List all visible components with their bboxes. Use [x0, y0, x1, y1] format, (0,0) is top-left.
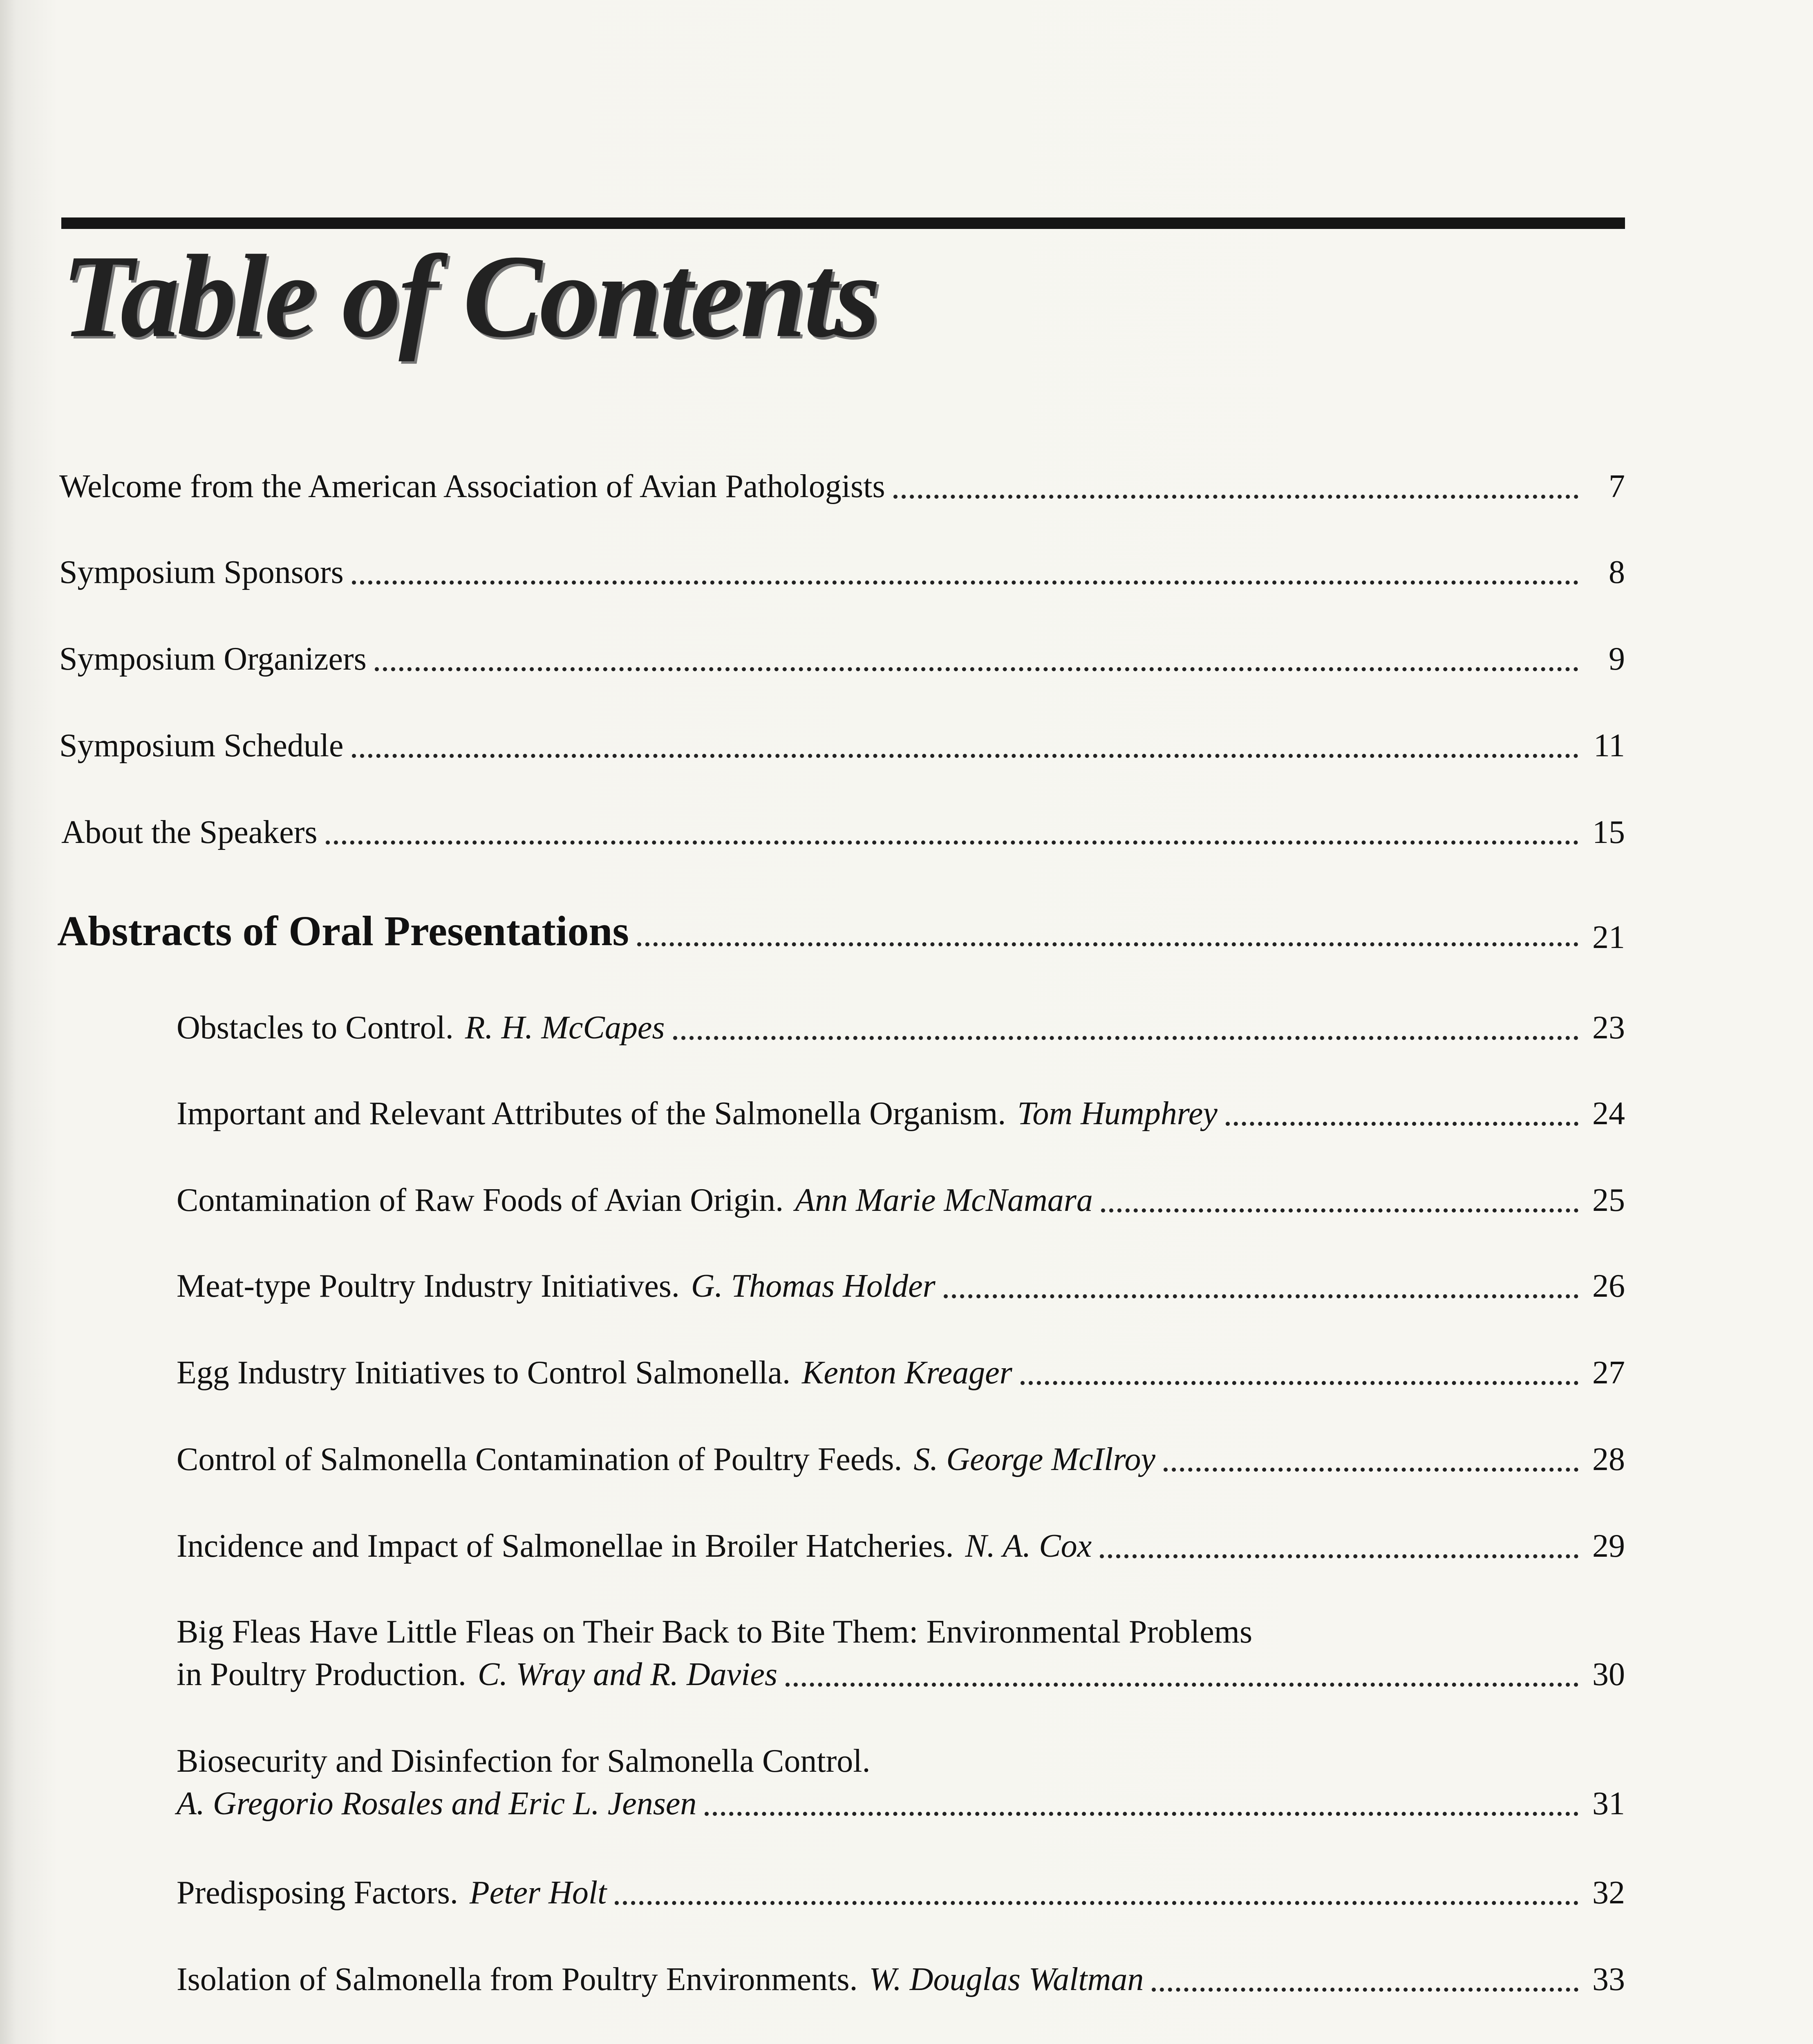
toc-entry-label: in Poultry Production.	[177, 1656, 466, 1692]
toc-page-number: 9	[1609, 641, 1625, 677]
dot-leader	[1152, 1988, 1578, 1992]
toc-entry-label: Egg Industry Initiatives to Control Salmonella.	[177, 1355, 791, 1391]
toc-page-number: 30	[1592, 1656, 1625, 1692]
toc-entry-abstract[interactable]	[177, 1438, 1625, 1481]
dot-leader	[352, 580, 1578, 585]
toc-entry-welcome[interactable]	[59, 465, 1625, 508]
dot-leader	[705, 1812, 1578, 1816]
toc-entry-abstract[interactable]	[177, 1092, 1625, 1135]
toc-page-number: 29	[1592, 1528, 1625, 1564]
toc-page-number: 26	[1592, 1268, 1625, 1304]
toc-entry-title-line: Biosecurity and Disinfection for Salmonella Control.	[177, 1743, 871, 1779]
toc-entry-author: Kenton Kreager	[802, 1355, 1012, 1391]
toc-entry-author: R. H. McCapes	[465, 1010, 665, 1046]
dot-leader	[375, 667, 1578, 671]
toc-page-number: 33	[1592, 1961, 1625, 1997]
toc-entry-label: Isolation of Salmonella from Poultry Environments.	[177, 1961, 858, 1997]
toc-entry-label: Predisposing Factors.	[177, 1875, 458, 1911]
toc-entry-abstract[interactable]	[177, 1740, 1625, 1825]
toc-section-label: Abstracts of Oral Presentations	[57, 908, 629, 955]
toc-page-number: 23	[1592, 1010, 1625, 1046]
page-title: Table of Contents	[61, 231, 878, 362]
dot-leader	[1164, 1468, 1578, 1472]
toc-entry-sponsors[interactable]	[59, 551, 1625, 594]
toc-entry-author: N. A. Cox	[965, 1528, 1092, 1564]
dot-leader	[352, 754, 1578, 758]
dot-leader	[944, 1294, 1578, 1298]
toc-entry-label: Control of Salmonella Contamination of Poultry Feeds.	[177, 1441, 902, 1477]
dot-leader	[1100, 1554, 1578, 1558]
dot-leader	[637, 942, 1578, 946]
dot-leader	[1101, 1208, 1578, 1213]
toc-entry-abstract[interactable]	[177, 1265, 1625, 1307]
toc-page-number: 21	[1592, 919, 1625, 956]
toc-page-number: 32	[1592, 1875, 1625, 1911]
toc-entry-author: Peter Holt	[469, 1875, 607, 1911]
toc-entry-label: Meat-type Poultry Industry Initiatives.	[177, 1268, 680, 1304]
toc-entry-label: Contamination of Raw Foods of Avian Origin.	[177, 1182, 784, 1218]
dot-leader	[1021, 1381, 1578, 1385]
dot-leader	[1226, 1122, 1578, 1126]
toc-page-number: 8	[1609, 554, 1625, 590]
toc-entry-abstract[interactable]	[177, 1611, 1625, 1696]
toc-entry-label: Incidence and Impact of Salmonellae in Broiler Hatcheries.	[177, 1528, 954, 1564]
toc-entry-author: C. Wray and R. Davies	[477, 1656, 778, 1692]
toc-entry-label: Important and Relevant Attributes of the Salmonella Organism.	[177, 1096, 1006, 1132]
toc-entry-author: A. Gregorio Rosales and Eric L. Jensen	[177, 1786, 697, 1822]
toc-entry-author: W. Douglas Waltman	[869, 1961, 1144, 1997]
toc-page-number: 31	[1592, 1786, 1625, 1822]
toc-entry-abstract[interactable]	[177, 1958, 1625, 2001]
toc-page-number: 25	[1592, 1182, 1625, 1218]
dot-leader	[893, 495, 1578, 499]
toc-entry-label: Symposium Sponsors	[59, 554, 344, 590]
toc-section-oral-presentations[interactable]	[57, 903, 1625, 959]
toc-entry-author: S. George McIlroy	[913, 1441, 1156, 1477]
toc-page-number: 11	[1593, 728, 1625, 764]
toc-entry-label: Symposium Organizers	[59, 641, 367, 677]
toc-entry-abstract[interactable]	[177, 1006, 1625, 1049]
toc-entry-label: Welcome from the American Association of Avian Pathologists	[59, 468, 885, 504]
toc-entry-title-line: Big Fleas Have Little Fleas on Their Back to Bite Them: Environmental Problems	[177, 1614, 1253, 1650]
toc-entry-abstract[interactable]	[177, 1351, 1625, 1394]
toc-entry-author: G. Thomas Holder	[691, 1268, 936, 1304]
toc-entry-schedule[interactable]	[59, 724, 1625, 767]
toc-page-number: 7	[1609, 468, 1625, 504]
toc-entry-speakers[interactable]	[61, 811, 1625, 854]
toc-entry-label: Symposium Schedule	[59, 728, 344, 764]
toc-entry-label: Obstacles to Control.	[177, 1010, 454, 1046]
toc-page-number: 28	[1592, 1441, 1625, 1477]
toc-entry-author: Ann Marie McNamara	[795, 1182, 1093, 1218]
toc-entry-label: About the Speakers	[61, 814, 318, 850]
toc-entry-author: Tom Humphrey	[1017, 1096, 1218, 1132]
toc-entry-abstract[interactable]	[177, 1871, 1625, 1914]
toc-entry-abstract[interactable]	[177, 1179, 1625, 1221]
dot-leader	[615, 1901, 1578, 1905]
toc-page-number: 27	[1592, 1355, 1625, 1391]
dot-leader	[786, 1683, 1578, 1687]
toc-entry-organizers[interactable]	[59, 638, 1625, 680]
dot-leader	[673, 1036, 1579, 1040]
toc-entry-abstract[interactable]	[177, 1525, 1625, 1567]
dot-leader	[326, 840, 1578, 845]
toc-page-number: 15	[1592, 814, 1625, 850]
toc-page-number: 24	[1592, 1096, 1625, 1132]
